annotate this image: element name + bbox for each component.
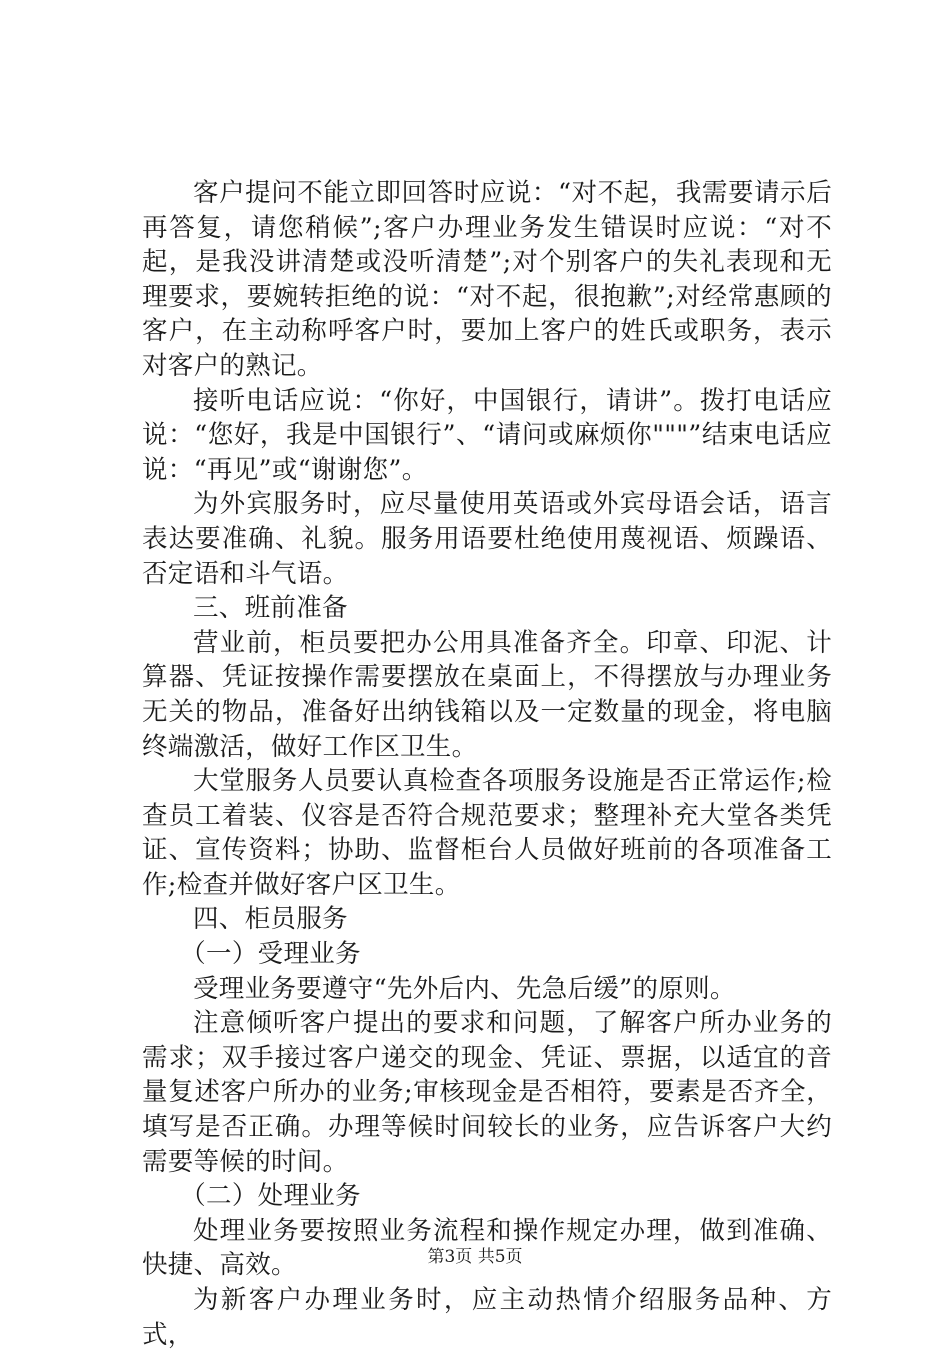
paragraph: 为外宾服务时，应尽量使用英语或外宾母语会话，语言表达要准确、礼貌。服务用语要杜绝使用蔑视语、烦躁语、否定语和斗气语。: [142, 489, 832, 589]
subsection-heading: （二）处理业务: [180, 1181, 361, 1212]
paragraph: 接听电话应说：“你好，中国银行，请讲”。拨打电话应说：“您好，我是中国银行”、“请问或麻烦你"""”结束电话应说：“再见”或“谢谢您”。: [142, 385, 832, 485]
paragraph: 客户提问不能立即回答时应说：“对不起，我需要请示后再答复，请您稍候”;客户办理业务发生错误时应说：“对不起，是我没讲清楚或没听清楚”;对个别客户的失礼表现和无理要求，要婉转拒绝的说：“对不起，很抱歉”;对经常惠顾的客户，在主动称呼客户时，要加上客户的姓氏或职务，表示对客户的熟记。: [142, 178, 832, 381]
page-footer: 第3页 共5页: [427, 1247, 523, 1267]
paragraph: 营业前，柜员要把办公用具准备齐全。印章、印泥、计算器、凭证按操作需要摆放在桌面上，不得摆放与办理业务无关的物品，准备好出纳钱箱以及一定数量的现金，将电脑终端激活，做好工作区卫生。: [142, 627, 832, 762]
section-heading: 四、柜员服务: [193, 904, 348, 935]
paragraph: 注意倾听客户提出的要求和问题，了解客户所办业务的需求；双手接过客户递交的现金、凭证、票据，以适宜的音量复述客户所办的业务;审核现金是否相符，要素是否齐全，填写是否正确。办理等候时间较长的业务，应告诉客户大约需要等候的时间。: [142, 1008, 832, 1177]
paragraph: 为新客户办理业务时，应主动热情介绍服务品种、方式，: [142, 1285, 832, 1350]
paragraph: 处理业务要按照业务流程和操作规定办理，做到准确、快捷、高效。: [142, 1215, 832, 1281]
paragraph: 受理业务要遵守“先外后内、先急后缓”的原则。: [193, 973, 736, 1004]
paragraph: 大堂服务人员要认真检查各项服务设施是否正常运作;检查员工着装、仪容是否符合规范要求；整理补充大堂各类凭证、宣传资料；协助、监督柜台人员做好班前的各项准备工作;检查并做好客户区卫生。: [142, 766, 832, 900]
subsection-heading: （一）受理业务: [180, 939, 361, 970]
document-body: [142, 176, 832, 1352]
section-heading: 三、班前准备: [193, 593, 348, 624]
